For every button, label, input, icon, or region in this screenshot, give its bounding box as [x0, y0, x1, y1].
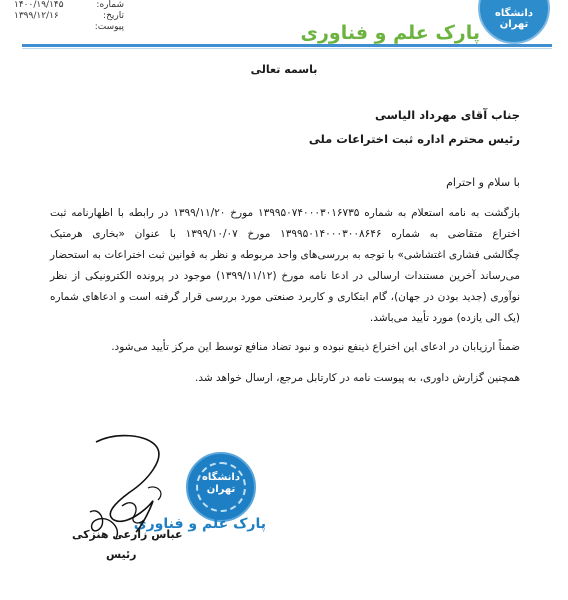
recipient-title: رئیس محترم اداره ثبت اختراعات ملی	[308, 132, 520, 146]
body-line: (یک الی یازده) مورد تأیید می‌باشد.	[369, 312, 520, 324]
university-seal-logo	[478, 0, 552, 44]
meta-row-number	[14, 0, 124, 11]
report-attachment-paragraph: همچنین گزارش داوری، به پیوست نامه در کارتابل مرجع، ارسال خواهد شد.	[195, 372, 520, 384]
meta-value: ۱۴۰۰/۱۹/۱۴۵	[14, 0, 64, 10]
seal-text: دانشگاه تهران	[495, 8, 533, 30]
body-line: چگالشی فشاری اغتشاشی» با توجه به بررسی‌های واحد مربوطه و نظر به قوانین ثبت اختراعات به استحضار	[50, 249, 520, 261]
body-line: بازگشت به نامه استعلام به شماره ۱۳۹۹۵۰۷۴۰۰۰۳۰۱۶۷۳۵ مورخ ۱۳۹۹/۱۱/۲۰ در رابطه با اظهارنامه ثبت	[50, 207, 520, 219]
meta-label: شماره:	[96, 0, 124, 10]
header-rule	[22, 44, 552, 47]
letter-metadata	[14, 0, 124, 33]
meta-row-attachment	[14, 22, 124, 33]
park-brand-footer-logo: پارک علم و فناوری	[133, 516, 266, 532]
university-emblem-logo	[186, 452, 256, 522]
signer-name: عباس زارعی هنزکی	[72, 528, 183, 541]
signer-title: رئیس	[106, 548, 137, 561]
body-line: نوآوری (جدید بودن در جهان)، گام ابتکاری و کاربرد صنعتی مورد بررسی قرار گرفته است و ادعاهای شماره	[50, 291, 520, 303]
recipient-name: جناب آقای مهرداد الیاسی	[374, 108, 520, 122]
greeting: با سلام و احترام	[446, 176, 520, 189]
seal-circle	[478, 0, 550, 44]
emblem-text: دانشگاه تهران	[202, 472, 240, 495]
meta-label: تاریخ:	[103, 11, 124, 21]
body-line: اختراع متقاضی به شماره ۱۳۹۹۵۰۱۴۰۰۰۳۰۰۸۶۴۶ مورخ ۱۳۹۹/۱۰/۰۷ با عنوان «بخاری هرمتیک	[50, 228, 520, 240]
meta-label: پیوست:	[94, 22, 124, 32]
conflict-of-interest-paragraph: ضمناً ارزیابان در ادعای این اختراع ذینفع نبوده و نبود تضاد منافع توسط این مرکز تأیید می‌شود.	[111, 341, 520, 353]
header-rule-light	[22, 48, 552, 49]
meta-value: ۱۳۹۹/۱۲/۱۶	[14, 11, 59, 21]
body-line: می‌رساند آخرین مستندات ارسالی در ادعا نامه مورخ (۱۳۹۹/۱۱/۱۲) موجود در پرونده الکترونیکی از نظر	[50, 270, 520, 282]
meta-row-date	[14, 11, 124, 22]
park-brand-logo: پارک علم و فناوری	[300, 22, 480, 44]
salutation: باسمه تعالی	[250, 63, 318, 76]
